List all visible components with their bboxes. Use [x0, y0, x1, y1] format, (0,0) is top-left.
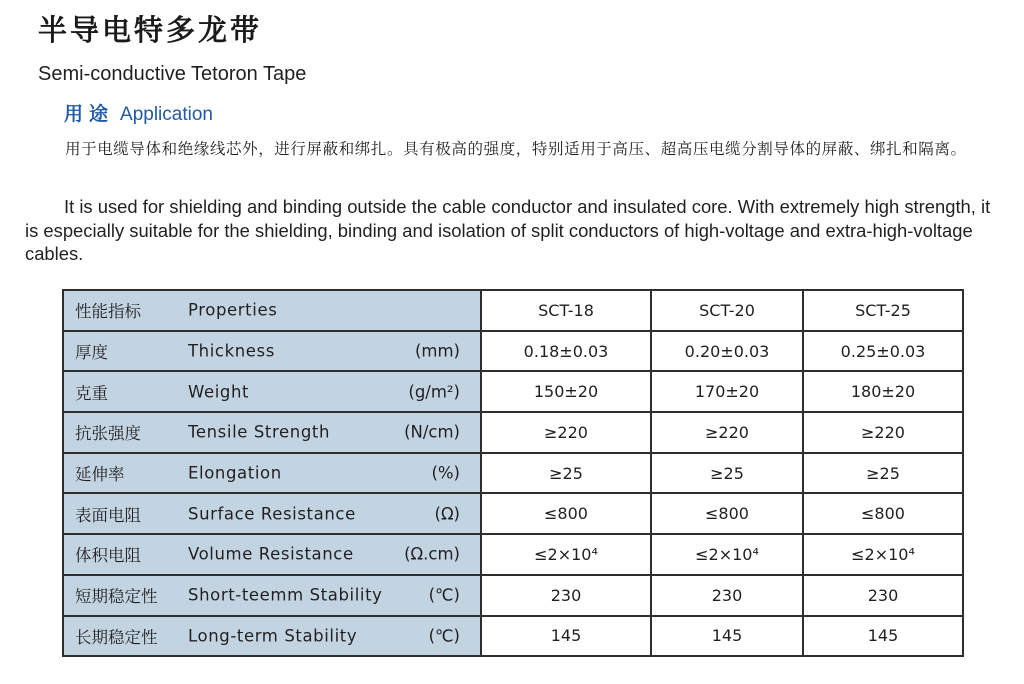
property-name-en: Elongation: [188, 463, 282, 483]
header-model-sct-20: SCT-20: [651, 290, 803, 331]
value-cell: 230: [803, 575, 963, 616]
header-properties-cn: 性能指标: [75, 302, 141, 322]
table-row: [63, 493, 963, 534]
property-name-en: Thickness: [188, 341, 275, 361]
description-en: It is used for shielding and binding outside the cable conductor and insulated core. With extremely high strength, it is especially suitable for the shielding, binding and isolation of split conductors of high-voltage and extra-high-voltage cables.: [25, 196, 991, 264]
property-unit: (Ω.cm): [404, 544, 460, 564]
value-cell: 0.18±0.03: [481, 331, 651, 372]
property-name-en: Volume Resistance: [188, 544, 354, 564]
value-cell: 180±20: [803, 371, 963, 412]
value-cell: ≥25: [651, 453, 803, 494]
property-cell: [63, 534, 481, 575]
property-name-cn: 体积电阻: [75, 546, 141, 566]
property-name-cn: 短期稳定性: [75, 587, 158, 607]
section-heading-cn: 用途: [64, 104, 115, 125]
property-unit: (g/m²): [408, 382, 460, 402]
property-cell: [63, 331, 481, 372]
header-properties-cell: [63, 290, 481, 331]
spec-table: [62, 289, 964, 657]
page-title-en: Semi-conductive Tetoron Tape: [38, 63, 307, 85]
value-cell: 230: [481, 575, 651, 616]
property-name-en: Long-term Stability: [188, 626, 358, 646]
value-cell: ≤800: [803, 493, 963, 534]
property-cell: [63, 412, 481, 453]
value-cell: 230: [651, 575, 803, 616]
value-cell: 145: [481, 616, 651, 657]
property-unit: (Ω): [434, 504, 460, 524]
page-title-cn: 半导电特多龙带: [38, 13, 263, 47]
description-cn: 用于电缆导体和绝缘线芯外，进行屏蔽和绑扎。具有极高的强度，特别适用于高压、超高压电缆分割导体的屏蔽、绑扎和隔离。: [65, 140, 967, 158]
property-name-cn: 厚度: [75, 343, 108, 363]
value-cell: ≥220: [803, 412, 963, 453]
value-cell: ≤2×10⁴: [481, 534, 651, 575]
value-cell: 0.25±0.03: [803, 331, 963, 372]
property-cell: [63, 371, 481, 412]
property-name-cn: 长期稳定性: [75, 627, 158, 647]
table-row: [63, 575, 963, 616]
table-row: [63, 412, 963, 453]
property-name-en: Surface Resistance: [188, 504, 356, 524]
section-heading-en: Application: [120, 104, 213, 125]
value-cell: ≤800: [481, 493, 651, 534]
table-row: [63, 371, 963, 412]
property-unit: (℃): [428, 585, 460, 605]
table-row: [63, 453, 963, 494]
value-cell: 145: [803, 616, 963, 657]
property-unit: (N/cm): [404, 422, 460, 442]
header-model-sct-25: SCT-25: [803, 290, 963, 331]
table-row: [63, 616, 963, 657]
property-name-cn: 克重: [75, 383, 108, 403]
table-row: [63, 331, 963, 372]
value-cell: 0.20±0.03: [651, 331, 803, 372]
value-cell: ≥220: [481, 412, 651, 453]
section-heading: [64, 99, 213, 126]
property-name-en: Tensile Strength: [188, 422, 331, 442]
value-cell: ≥25: [803, 453, 963, 494]
property-name-cn: 表面电阻: [75, 505, 141, 525]
property-cell: [63, 493, 481, 534]
header-model-sct-18: SCT-18: [481, 290, 651, 331]
value-cell: ≤800: [651, 493, 803, 534]
property-unit: (℃): [428, 626, 460, 646]
value-cell: ≥25: [481, 453, 651, 494]
property-name-en: Weight: [188, 382, 250, 402]
value-cell: 145: [651, 616, 803, 657]
property-name-cn: 延伸率: [75, 465, 125, 485]
table-header-row: [63, 290, 963, 331]
value-cell: 150±20: [481, 371, 651, 412]
value-cell: ≥220: [651, 412, 803, 453]
property-name-en: Short-teemm Stability: [188, 585, 383, 605]
property-cell: [63, 453, 481, 494]
property-name-cn: 抗张强度: [75, 424, 141, 444]
header-properties-en: Properties: [188, 300, 278, 320]
property-unit: (mm): [414, 341, 460, 361]
property-unit: (%): [431, 463, 460, 483]
value-cell: ≤2×10⁴: [803, 534, 963, 575]
property-cell: [63, 575, 481, 616]
value-cell: 170±20: [651, 371, 803, 412]
table-row: [63, 534, 963, 575]
property-cell: [63, 616, 481, 657]
value-cell: ≤2×10⁴: [651, 534, 803, 575]
